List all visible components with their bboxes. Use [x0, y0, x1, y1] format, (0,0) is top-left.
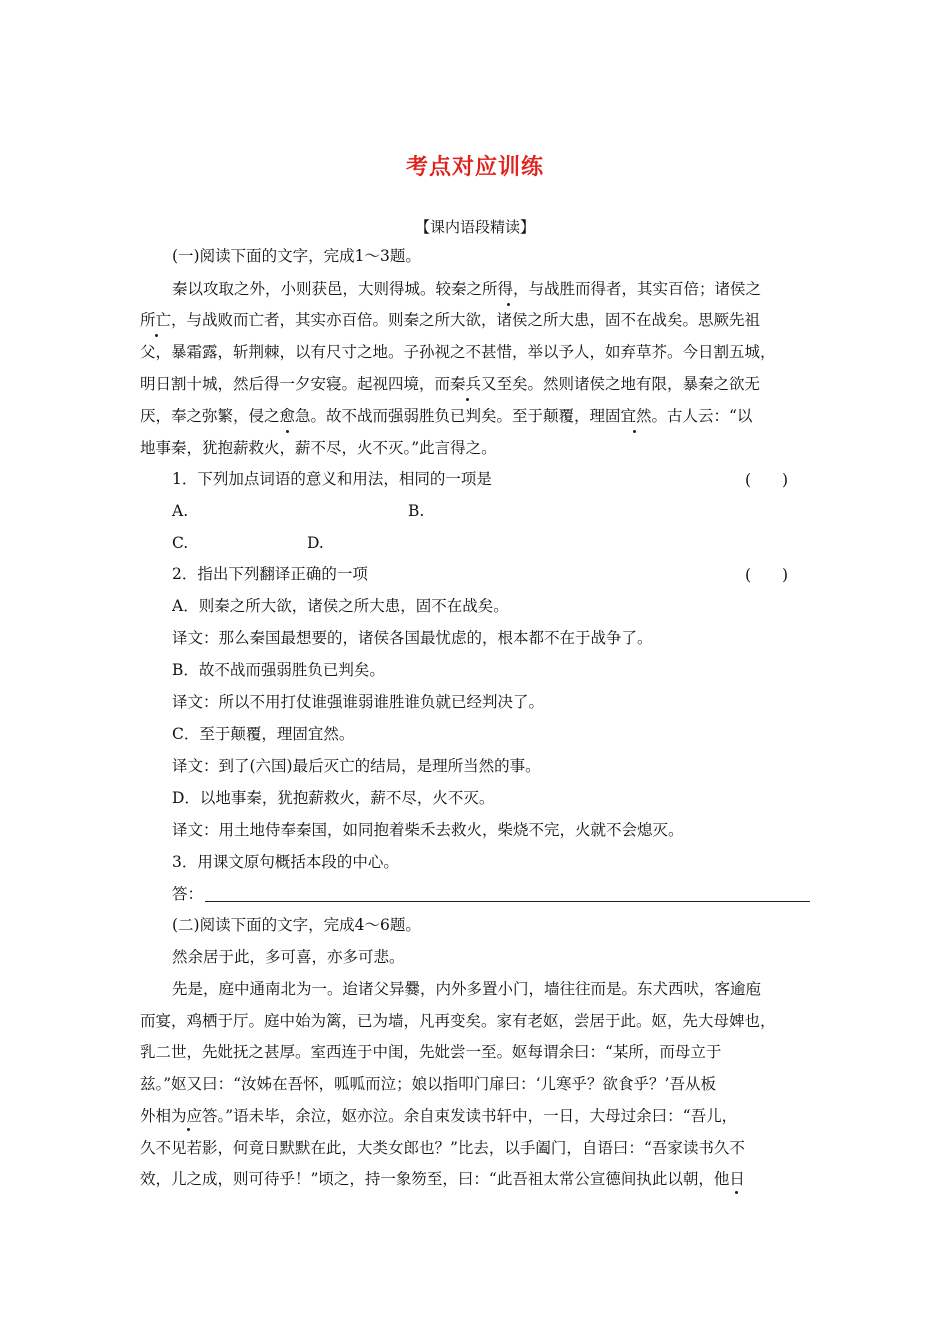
emphasis-dot — [735, 1191, 738, 1194]
q2-line: 译文：到了(六国)最后灭亡的结局，是理所当然的事。 — [172, 757, 541, 775]
option-d: D. — [307, 534, 324, 552]
option-c: C. — [172, 534, 189, 552]
page-title: 考点对应训练 — [405, 154, 544, 180]
part2-passage-line: 乳二世，先妣抚之甚厚。室西连于中闺，先妣尝一至。妪每谓余曰：“某所，而母立于 — [140, 1043, 722, 1061]
q2-line: 译文：所以不用打仗谁强谁弱谁胜谁负就已经判决了。 — [172, 693, 545, 711]
question-1: 1．下列加点词语的意义和用法，相同的一项是 — [172, 470, 492, 488]
q2-line: A．则秦之所大欲，诸侯之所大患，固不在战矣。 — [172, 597, 509, 615]
part1-passage-line: 父，暴霜露，斩荆棘，以有尺寸之地。子孙视之不甚惜，举以予人，如弃草芥。今日割五城， — [140, 343, 776, 361]
part2-passage-line: 外相为应答。”语未毕，余泣，妪亦泣。余自束发读书轩中，一日，大母过余曰：“吾儿， — [140, 1107, 738, 1125]
q2-line: D．以地事秦，犹抱薪救火，薪不尽，火不灭。 — [172, 789, 495, 807]
part2-passage-line: 先是，庭中通南北为一。迨诸父异爨，内外多置小门，墙往往而是。东犬西吠，客逾庖 — [172, 980, 762, 998]
emphasis-dot — [633, 430, 636, 433]
part1-passage-line: 所亡，与战败而亡者，其实亦百倍。则秦之所大欲，诸侯之所大患，固不在战矣。思厥先祖 — [140, 311, 761, 329]
part2-passage-line: 而宴，鸡栖于厅。庭中始为篱，已为墙，凡再变矣。家有老妪，尝居于此。妪，先大母婢也， — [140, 1012, 776, 1030]
emphasis-dot — [187, 1128, 190, 1131]
part2-instruction: (二)阅读下面的文字，完成4～6题。 — [172, 916, 421, 934]
q2-line: C．至于颠覆，理固宜然。 — [172, 725, 355, 743]
emphasis-dot — [286, 430, 289, 433]
part2-passage-line: 兹。”妪又曰：“汝姊在吾怀，呱呱而泣；娘以指叩门扉曰：‘儿寒乎？欲食乎？’吾从板 — [140, 1075, 716, 1093]
option-a: A. — [172, 502, 189, 520]
part1-passage-line: 明日割十城，然后得一夕安寝。起视四境，而秦兵又至矣。然则诸侯之地有限，暴秦之欲无 — [140, 375, 761, 393]
answer-bracket: ( ) — [745, 471, 789, 489]
option-b: B. — [408, 502, 425, 520]
part1-passage-line: 地事秦，犹抱薪救火，薪不尽，火不灭。”此言得之。 — [140, 439, 497, 457]
part2-intro: 然余居于此，多可喜，亦多可悲。 — [172, 948, 405, 966]
part1-passage-line: 厌，奉之弥繁，侵之愈急。故不战而强弱胜负已判矣。至于颠覆，理固宜然。古人云：“以 — [140, 407, 753, 425]
question-2: 2．指出下列翻译正确的一项 — [172, 565, 368, 583]
part1-instruction: (一)阅读下面的文字，完成1～3题。 — [172, 247, 421, 265]
part2-passage-line: 效，儿之成，则可待乎！”顷之，持一象笏至，曰：“此吾祖太常公宣德间执此以朝，他日 — [140, 1170, 745, 1188]
question-3: 3．用课文原句概括本段的中心。 — [172, 853, 399, 871]
q2-line: 译文：用土地侍奉秦国，如同抱着柴禾去救火，柴烧不完，火就不会熄灭。 — [172, 821, 684, 839]
q2-line: 译文：那么秦国最想要的，诸侯各国最忧虑的，根本都不在于战争了。 — [172, 629, 653, 647]
emphasis-dot — [466, 398, 469, 401]
part1-passage-line: 秦以攻取之外，小则获邑，大则得城。较秦之所得，与战胜而得者，其实百倍；诸侯之 — [172, 280, 762, 298]
answer-line[interactable] — [205, 900, 810, 902]
part2-passage-line: 久不见若影，何竟日默默在此，大类女郎也？”比去，以手阖门，自语曰：“吾家读书久不 — [140, 1139, 745, 1157]
answer-label: 答： — [172, 885, 204, 903]
q2-line: B．故不战而强弱胜负已判矣。 — [172, 661, 385, 679]
section-heading: 【课内语段精读】 — [414, 218, 535, 236]
emphasis-dot — [155, 334, 158, 337]
emphasis-dot — [507, 303, 510, 306]
answer-bracket: ( ) — [745, 566, 789, 584]
